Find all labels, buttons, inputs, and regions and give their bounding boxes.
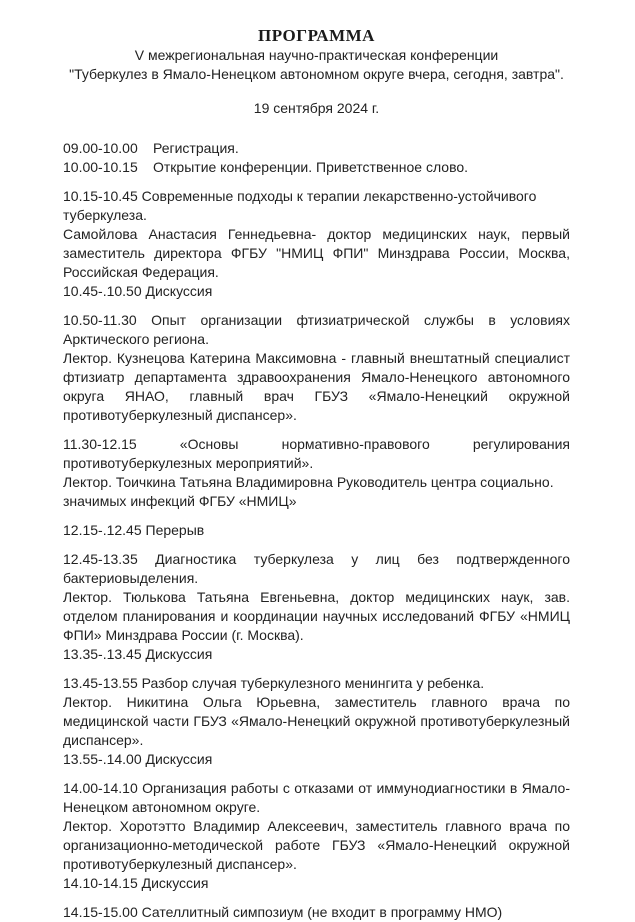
agenda-paragraph: 13.55-.14.00 Дискуссия [63, 751, 213, 767]
page-title: ПРОГРАММА [258, 26, 375, 45]
agenda-paragraph: 10.50-11.30 Опыт организации фтизиатрической службы в условиях Арктического региона. [63, 312, 570, 347]
agenda-paragraph: Самойлова Анастасия Геннедьевна- доктор медицинских наук, первый заместитель директора ФГБУ "НМИЦ ФПИ" Минздрава России, Москва, Российская Федерация. [63, 226, 570, 280]
agenda-paragraph: Лектор. Тюлькова Татьяна Евгеньевна, доктор медицинских наук, зав. отделом планирования и координации научных исследований ФГБУ «НМИЦ ФПИ» Минздрава России (г. Москва). [63, 589, 570, 643]
schedule-simple-rows [63, 139, 570, 177]
agenda-paragraph: Лектор. Хоротэтто Владимир Алексеевич, заместитель главного врача по организационно-методической работе ГБУЗ «Ямало-Ненецкий окружной противотуберкулезный диспансер». [63, 818, 570, 872]
agenda-paragraph: 14.00-14.10 Организация работы с отказами от иммунодиагностики в Ямало-Ненецком автономном округе. [63, 780, 570, 815]
agenda-paragraph: Лектор. Кузнецова Катерина Максимовна - главный внештатный специалист фтизиатр департамента здравоохранения Ямало-Ненецкого автономного округа ЯНАО, главный врач ГБУЗ «Ямало-Ненецкий окружной противотуберкулезный диспансер». [63, 350, 570, 423]
schedule-time: 10.00-10.15 [63, 159, 138, 175]
agenda-body [63, 187, 570, 922]
agenda-paragraph: 13.45-13.55 Разбор случая туберкулезного менингита у ребенка. [63, 675, 485, 691]
agenda-paragraph: Лектор. Никитина Ольга Юрьевна, заместитель главного врача по медицинской части ГБУЗ «Ямало-Ненецкий окружной противотуберкулезный диспансер». [63, 694, 570, 748]
agenda-paragraph: Лектор. Тоичкина Татьяна Владимировна Руководитель центра социально. значимых инфекций ФГБУ «НМИЦ» [63, 474, 554, 509]
document-header [63, 26, 570, 118]
agenda-paragraph: 12.45-13.35 Диагностика туберкулеза у лиц без подтвержденного бактериовыделения. [63, 551, 570, 586]
conference-date: 19 сентября 2024 г. [253, 100, 380, 116]
agenda-paragraph: 14.15-15.00 Сателлитный симпозиум (не входит в программу НМО) [63, 904, 503, 920]
agenda-paragraph: 14.10-14.15 Дискуссия [63, 875, 209, 891]
schedule-row [63, 158, 570, 177]
agenda-paragraph: 10.45-.10.50 Дискуссия [63, 283, 213, 299]
document-content [63, 26, 570, 922]
conference-name: "Туберкулез в Ямало-Ненецком автономном округе вчера, сегодня, завтра". [69, 66, 564, 82]
schedule-time: 09.00-10.00 [63, 140, 138, 156]
schedule-row [63, 139, 570, 158]
conference-subtitle: V межрегиональная научно-практическая конференции [134, 47, 499, 63]
agenda-paragraph: 11.30-12.15 «Основы нормативно-правового регулирования противотуберкулезных мероприятий». [63, 436, 570, 471]
schedule-label: Открытие конференции. Приветственное слово. [153, 159, 469, 175]
schedule-label: Регистрация. [153, 140, 239, 156]
agenda-paragraph: 12.15-.12.45 Перерыв [63, 522, 205, 538]
agenda-paragraph: 13.35-.13.45 Дискуссия [63, 646, 213, 662]
agenda-paragraph: 10.15-10.45 Современные подходы к терапии лекарственно-устойчивого туберкулеза. [63, 188, 537, 223]
